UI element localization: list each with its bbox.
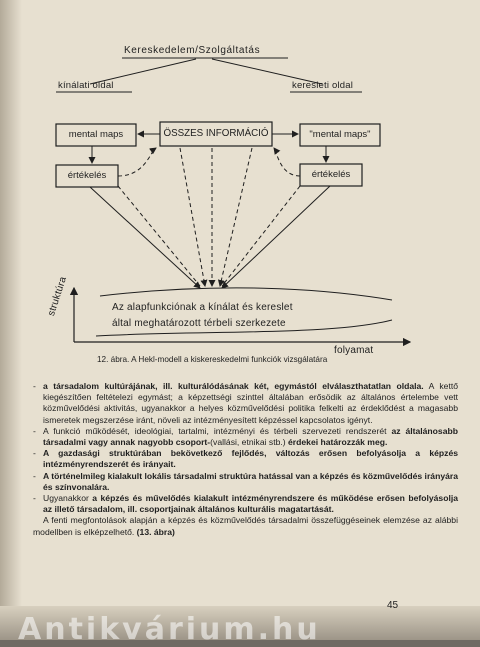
ertekeles-left-text: értékelés — [67, 170, 107, 181]
item-2-bold: az általánosabb társadalmi vagy annak nagyobb csoport- — [43, 425, 458, 448]
diagram-title: Kereskedelem/Szolgáltatás — [124, 45, 261, 56]
closing-paragraph — [33, 515, 458, 537]
list-item: - a társadalom kultúrájának, ill. kulturálódásának két, egymástól elválaszthatatlan oldala. A kettő kiegészítően feltételezi egymást; a képzettségi szinttel általában erősödik az általános értelembe vett közművelődési aktivitás, ugyanakkor a helyes közművelődési politika felkelti az érdeklődést a magasabb ismeretek megszerzése iránt, növeli az intézményesített képzéssel kapcsolatos igényt. — [33, 381, 458, 425]
item-2-text-2: (vallási, etnikai stb.) — [210, 437, 289, 448]
label-kinalati-oldal: kínálati oldal — [58, 80, 114, 91]
item-5-text: Ugyanakkor — [43, 493, 93, 504]
item-3-bold: A gazdasági struktúrában bekövetkező fejlődés, változás erősen befolyásolja a képzés intézményrendszerét és irányait. — [43, 448, 458, 470]
ertekeles-right-text: értékelés — [311, 169, 351, 180]
label-folyamat: folyamat — [334, 345, 374, 356]
diagram-note-line1: Az alapfunkciónak a kínálat és kereslet — [112, 302, 293, 313]
osszes-informacio-text: ÖSSZES INFORMÁCIÓ — [163, 128, 269, 139]
body-text — [33, 381, 458, 538]
label-keresleti-oldal: keresleti oldal — [292, 80, 354, 91]
label-struktura: struktúra — [46, 275, 70, 318]
item-2-text: A funkció működését, ideológiai, tartalmi, intézményi és térbeli szervezeti rendszerét — [43, 425, 392, 436]
list-item: - A történelmileg kialakult lokális társadalmi struktúra hatással van a képzés és közművelődés irányára és színvonalára. — [33, 470, 458, 492]
item-1-text: A kettő kiegészítően feltételezi egymást; a képzettségi szinttel általában erősödik az általános értelembe vett közművelődési aktivitás, ugyanakkor a helyes közművelődési politika felkelti az érdeklődést a magasabb ismeretek megszerzése iránt, növeli az intézményesített képzéssel kapcsolatos igényt. — [43, 381, 458, 425]
mental-maps-right-text: "mental maps" — [309, 129, 371, 140]
item-1-bold: a társadalom kultúrájának, ill. kulturálódásának két, egymástól elválaszthatatlan oldala. — [43, 381, 424, 391]
closing-figure-ref: (13. ábra) — [136, 526, 175, 537]
list-item: - Ugyanakkor a képzés és művelődés kialakult intézményrendszere és működése erősen befolyásolja az illető társadalom, ill. csoportjainak általános kulturális magatartását. — [33, 493, 458, 515]
figure-caption: 12. ábra. A Hekl-modell a kiskereskedelmi funkciók vizsgálatára — [97, 355, 328, 364]
item-4-bold: A történelmileg kialakult lokális társadalmi struktúra hatással van a képzés és közművelődés irányára és színvonalára. — [43, 470, 458, 492]
item-5-bold: a képzés és művelődés kialakult intézményrendszere és működése erősen befolyásolja az illető társadalom, ill. csoportjainak általános kulturális magatartását. — [43, 493, 458, 515]
page-number: 45 — [387, 600, 399, 611]
list-item: - A funkció működését, ideológiai, tartalmi, intézményi és térbeli szervezeti rendszerét az általánosabb társadalmi vagy annak nagyobb csoport-(vallási, etnikai stb.) érdekei határozzák meg. — [33, 425, 458, 448]
watermark-logo: Antikvárium.hu — [18, 612, 321, 647]
item-2-bold-2: érdekei határozzák meg. — [288, 437, 388, 448]
closing-text: A fenti megfontolások alapján a képzés és közművelődés társadalmi összefüggéseinek elemzése az alábbi modellben is elképzelhető. — [33, 515, 458, 537]
diagram-note-line2: által meghatározott térbeli szerkezete — [112, 318, 286, 329]
mental-maps-left-text: mental maps — [68, 129, 124, 140]
list-item: - A gazdasági struktúrában bekövetkező fejlődés, változás erősen befolyásolja a képzés intézményrendszerét és irányait. — [33, 448, 458, 470]
